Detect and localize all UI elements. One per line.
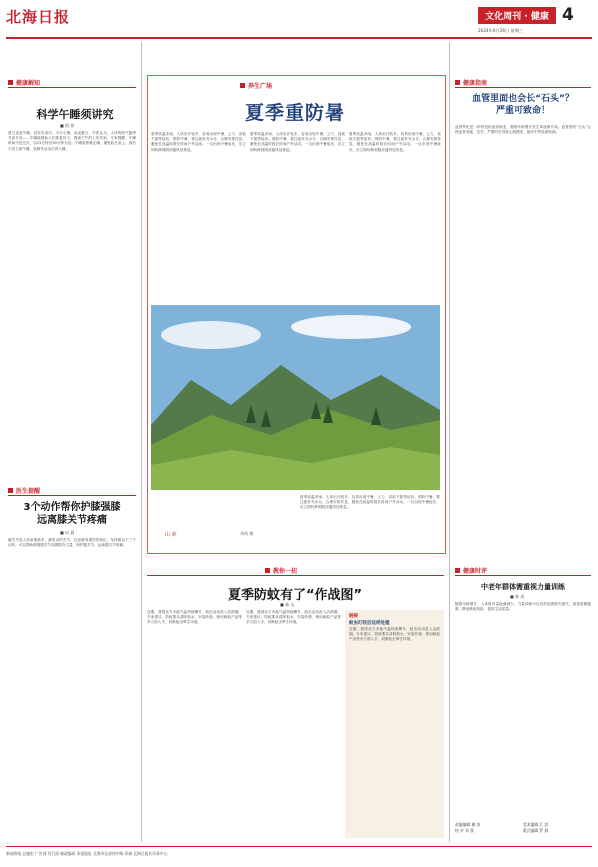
edition-title: 文化周刊 · 健康 <box>485 12 549 22</box>
editor-credit: 版式编辑 罗 群 <box>523 827 549 833</box>
footer-rule <box>6 846 592 847</box>
info-box-title: 链接 <box>349 614 358 619</box>
photo-caption-left: 山 夢 <box>165 532 177 538</box>
landscape-photo <box>151 305 440 490</box>
section-label-health-guide: 健康指南 <box>455 78 487 87</box>
photo-caption-mid: 李尚 摄 <box>240 531 254 536</box>
section-label-teach-a-trick: 教你一招 <box>265 566 297 575</box>
logo-text: 北海日报 <box>6 8 71 26</box>
square-icon <box>455 80 460 85</box>
footer-text: 新闻热线 总编室 广告部 发行部 邮政编码 本报地址 北海市北部湾中路 印刷 北海日报社印务中心 <box>6 851 168 856</box>
col2-body-e: 近期，我国北方多地气温持续攀升，蚊虫活动进入活跃期。专家建议，防蚊要从清除积水、安装纱窗、使用驱蚊产品等多方面入手，切断蚊虫孳生环境。 <box>147 610 242 625</box>
article2-byline: ■ 向 晨 <box>60 530 75 535</box>
section-label-doctor-reminder: 医生提醒 <box>8 486 40 495</box>
date-line: 2024年6月26日 星期三 <box>478 28 524 33</box>
col3-body-b: 随着年龄增长，人体肌肉量逐渐减少，力量训练可以有效延缓肌肉流失，改善骨骼健康，降低跌倒风险，提高生活质量。 <box>455 602 591 612</box>
section-rule <box>455 575 591 576</box>
editor-credit: 责编编辑 谢 涛 <box>455 822 481 827</box>
col2-body-a: 夏季高温多雨，人体出汗较多，容易出现中暑、乏力、食欲不振等症状。预防中暑，要注意补充水分，合理安排作息，避免在高温时段长时间户外活动。一旦出现中暑症状，应立即转移到阴凉通风处休息。 <box>151 132 246 152</box>
square-icon <box>8 488 13 493</box>
headline-summer-heat: 夏季重防暑 <box>244 102 345 124</box>
divider-1 <box>141 42 142 842</box>
headline-vascular: 血管里面也会长“石头”？ 严重可致命！ <box>472 94 574 116</box>
article1-body: 夏日炎炎午睡，其实有讲究。今日小暑，炎炎夏日，中医认为，人体的阳气随季节而升发……午睡能帮助人们恢复体力，提高下午的工作效率。专家提醒，午睡时间不宜过长，以15分钟至30分钟为宜；午睡姿势要正确，避免趴在桌上；饭后不宜立即午睡，宜稍作活动后再入睡。 <box>8 131 136 151</box>
square-icon <box>8 80 13 85</box>
col2-body-b: 夏季高温多雨，人体出汗较多，容易出现中暑、乏力、食欲不振等症状。预防中暑，要注意补充水分，合理安排作息，避免在高温时段长时间户外活动。一旦出现中暑症状，应立即转移到阴凉通风处休息。 <box>250 132 345 152</box>
square-icon <box>455 568 460 573</box>
info-box-body: 近期，我国北方多地气温持续攀升，蚊虫活动进入活跃期。专家建议，防蚊要从清除积水、安装纱窗、使用驱蚊产品等多方面入手，切断蚊虫孳生环境。 <box>349 627 440 642</box>
section-rule <box>455 87 591 88</box>
editor-credits <box>455 822 591 833</box>
mountain-meadow-image <box>151 305 440 490</box>
col3-body-a: 血管钙化是一种常见的血管病变，随着年龄增长发生率逐渐升高。血管里的“石头”会使血管变硬、变窄，严重时可导致心肌梗死、脑卒中等致命疾病。 <box>455 125 591 135</box>
col2-body-c: 夏季高温多雨，人体出汗较多，容易出现中暑、乏力、食欲不振等症状。预防中暑，要注意补充水分，合理安排作息，避免在高温时段长时间户外活动。一旦出现中暑症状，应立即转移到阴凉通风处休息。 <box>349 132 441 152</box>
logo <box>6 6 86 34</box>
section-label-health-commentary: 健康时评 <box>455 566 487 575</box>
editor-credit: 美术编辑 江 滨 <box>523 822 549 827</box>
mosquito-byline: ■ 骆 沅 <box>280 602 295 607</box>
headline-strength-training: 中老年群体需重视力量训练 <box>481 582 565 591</box>
headline-mosquito: 夏季防蚊有了“作战图” <box>227 588 363 603</box>
col2-body-d: 夏季高温多雨，人体出汗较多，容易出现中暑、乏力、食欲不振等症状。预防中暑，要注意补充水分，合理安排作息，避免在高温时段长时间户外活动。一旦出现中暑症状，应立即转移到阴凉通风处休息。 <box>300 495 440 510</box>
article2-body: 膝关节是人体承重最多、最复杂的关节，也是最易损伤的部位。坚持做以下三个动作，可以帮助增强膝关节周围肌肉力量，保护膝关节，远离膝关节疼痛。 <box>8 538 136 548</box>
col2-body-f: 近期，我国北方多地气温持续攀升，蚊虫活动进入活跃期。专家建议，防蚊要从清除积水、安装纱窗、使用驱蚊产品等多方面入手，切断蚊虫孳生环境。 <box>246 610 341 625</box>
info-box <box>345 610 444 838</box>
square-icon <box>265 568 270 573</box>
masthead-rule <box>6 37 592 39</box>
page-number: 4 <box>562 5 574 25</box>
article2-title: 3个动作帮你护膝强膝 远离膝关节疼痛 <box>23 502 121 526</box>
article1-byline: ■ 阿 伟 <box>60 123 75 128</box>
square-icon <box>240 83 245 88</box>
section-label-health-knowledge: 健康解知 <box>8 78 40 87</box>
strength-byline: ■ 林 成 <box>510 594 525 599</box>
editor-credit: 校 对 邓 欣 <box>455 827 474 833</box>
edition-badge <box>478 7 556 24</box>
section-rule <box>147 575 444 576</box>
section-label-wellness-plaza: 养生广场 <box>240 81 272 90</box>
divider-2 <box>449 42 450 842</box>
section-rule <box>8 87 136 88</box>
info-box-subtitle: 蚊虫叮咬后这样处理 <box>349 621 390 626</box>
article1-title: 科学午睡须讲究 <box>36 108 114 121</box>
masthead <box>0 0 598 38</box>
section-rule <box>8 495 136 496</box>
